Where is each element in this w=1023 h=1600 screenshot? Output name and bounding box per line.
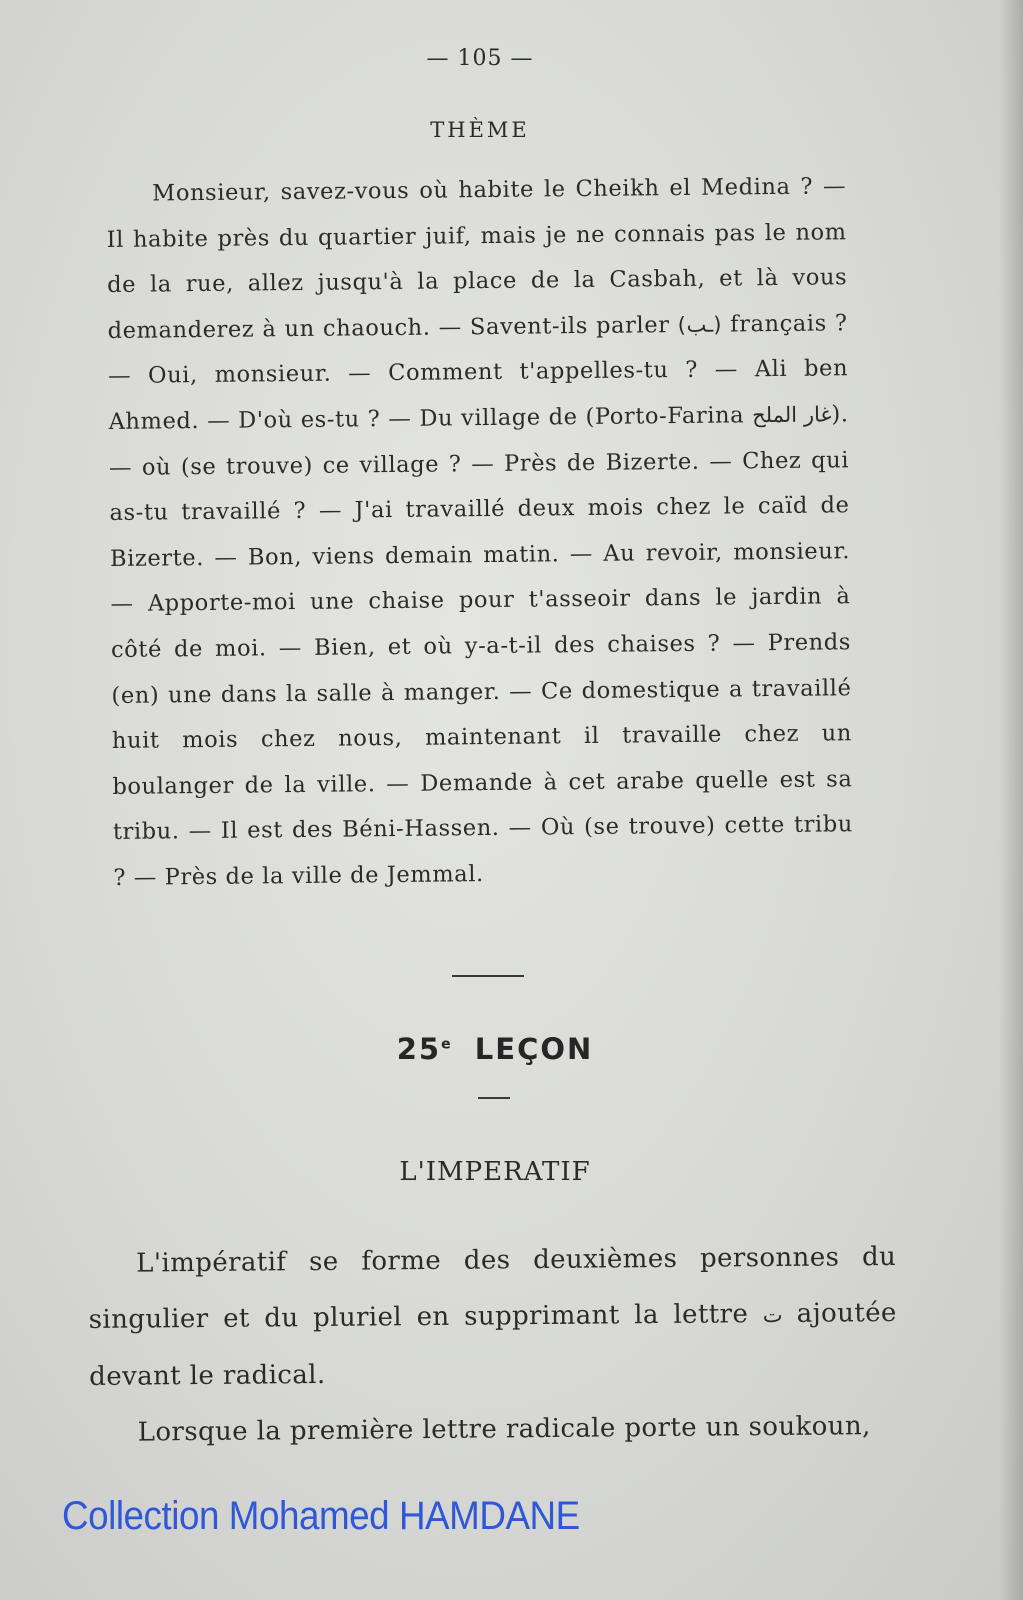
lesson-paragraph-1: [88, 1229, 897, 1405]
lesson-number-suffix: e: [441, 1036, 451, 1053]
watermark-text: Collection Mohamed HAMDANE: [62, 1494, 580, 1538]
section-title: THÈME: [430, 118, 530, 142]
page-number: — 105 —: [426, 46, 534, 71]
theme-text-part-1: Monsieur, savez-vous où habite le Cheikh el Medina ? — Il habite près du quartier juif, mais je ne connais pas le nom de la rue, allez jusqu'à la place de la Casbah, et là vous demanderez à un chaouch. — Savent-ils parler: [106, 173, 848, 344]
theme-text-part-3: ). — où (se trouve) ce village ? — Près de Bizerte. — Chez qui as-tu travaillé ? — J'ai travaillé deux mois chez le caïd de Bizerte. — Bon, viens demain matin. — Au revoir, monsieur. — Apporte-moi une chaise pour t'asseoir dans le jardin à côté de moi. — Bien, et où y-a-t-il des chaises ? — Prends (en) une dans la salle à manger. — Ce domestique a travaillé huit mois chez nous, maintenant il travaille chez un boulanger de la ville. — Demande à cet arabe quelle est sa tribu. — Il est des Béni-Hassen. — Où (se trouve) cette tribu ? — Près de la ville de Jemmal.: [108, 401, 854, 891]
lesson-title: [0, 1032, 990, 1066]
lesson-word: LEÇON: [474, 1032, 594, 1066]
theme-text-part-2: français ? — Oui, monsieur. — Comment t'appelles-tu ? — Ali ben Ahmed. — D'où es-tu ? — Du village de (Porto-Farina: [108, 310, 849, 435]
lesson-subtitle: L'IMPERATIF: [399, 1157, 591, 1187]
arabic-word-1: (ـب): [677, 312, 723, 337]
page-edge-shadow: [999, 0, 1023, 1600]
theme-paragraph: [106, 164, 854, 901]
arabic-letter-ta: ت: [762, 1302, 783, 1328]
lesson-paragraph-2: Lorsque la première lettre radicale porte un soukoun,: [137, 1411, 871, 1448]
arabic-word-2: غار الملح: [752, 402, 832, 428]
lesson-body: [88, 1229, 898, 1461]
lesson-number: 25: [396, 1032, 442, 1066]
lesson-para-1-part-b: ajoutée devant le radical.: [89, 1297, 897, 1392]
section-divider: [452, 975, 524, 977]
lesson-para-1-part-a: L'impératif se forme des deuxièmes personnes du singulier et du pluriel en supprimant la lettre: [88, 1241, 897, 1335]
title-divider: [478, 1097, 510, 1099]
